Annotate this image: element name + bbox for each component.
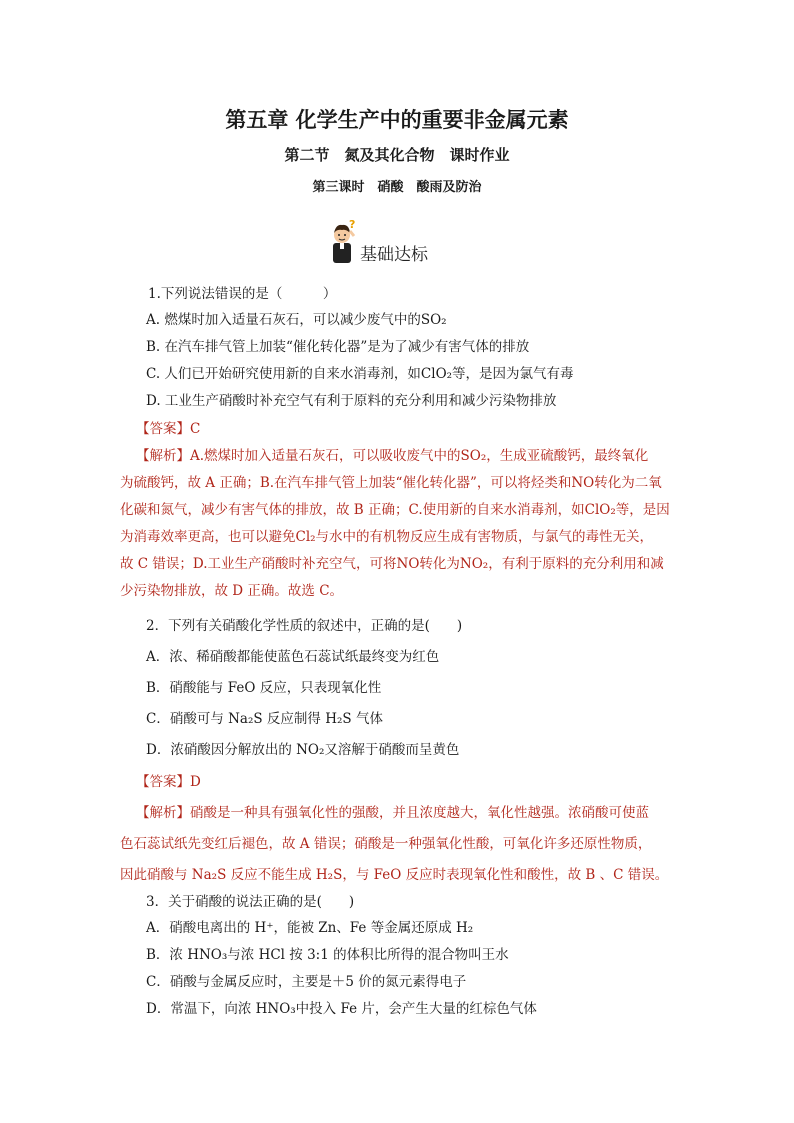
q2-answer bbox=[136, 772, 201, 792]
q2-analysis-line bbox=[136, 803, 649, 823]
analysis-text: A.燃煤时加入适量石灰石，可以吸收废气中的SO₂，生成亚硫酸钙，最终氧化 bbox=[190, 448, 649, 464]
q2-analysis-line: 因此硝酸与 Na₂S 反应不能生成 H₂S，与 FeO 反应时表现氧化性和酸性，故 B 、C 错误。 bbox=[120, 867, 669, 883]
q1-option-a: A. 燃煤时加入适量石灰石，可以减少废气中的SO₂ bbox=[146, 312, 447, 328]
q2-option-d: D．浓硝酸因分解放出的 NO₂又溶解于硝酸而呈黄色 bbox=[146, 742, 460, 758]
basic-banner bbox=[327, 218, 527, 268]
answer-tag: 【答案】 bbox=[136, 421, 190, 437]
thinking-student-icon bbox=[327, 218, 361, 266]
q1-analysis-line: 为消毒效率更高，也可以避免Cl₂与水中的有机物反应生成有害物质，与氯气的毒性无关， bbox=[120, 529, 654, 545]
q2-option-b: B．硝酸能与 FeO 反应，只表现氧化性 bbox=[146, 680, 382, 696]
q2-stem: 2．下列有关硝酸化学性质的叙述中，正确的是( ) bbox=[146, 618, 463, 634]
q3-option-b: B．浓 HNO₃与浓 HCl 按 3:1 的体积比所得的混合物叫王水 bbox=[146, 947, 509, 963]
q1-answer bbox=[136, 419, 200, 439]
svg-text:?: ? bbox=[349, 218, 356, 231]
analysis-tag: 【解析】 bbox=[136, 448, 190, 464]
q1-option-c: C. 人们已开始研究使用新的自来水消毒剂，如ClO₂等，是因为氯气有毒 bbox=[146, 366, 574, 382]
q2-analysis-line: 色石蕊试纸先变红后褪色，故 A 错误；硝酸是一种强氧化性酸，可氧化许多还原性物质， bbox=[120, 836, 652, 852]
lesson-title: 第三课时 硝酸 酸雨及防治 bbox=[312, 180, 482, 195]
q1-analysis-line: 故 C 错误；D.工业生产硝酸时补充空气，可将NO转化为NO₂，有利于原料的充分利用和减 bbox=[120, 556, 664, 572]
page-title: 第五章 化学生产中的重要非金属元素 bbox=[225, 108, 569, 132]
q3-option-d: D．常温下，向浓 HNO₃中投入 Fe 片，会产生大量的红棕色气体 bbox=[146, 1001, 537, 1017]
answer-value: C bbox=[190, 421, 201, 437]
q2-option-a: A．浓、稀硝酸都能使蓝色石蕊试纸最终变为红色 bbox=[146, 649, 440, 665]
banner-label: 基础达标 bbox=[360, 245, 428, 265]
q1-analysis-line: 为硫酸钙，故 A 正确；B.在汽车排气管上加装“催化转化器”，可以将烃类和NO转化为二氧 bbox=[120, 475, 662, 491]
q1-analysis-line: 少污染物排放，故 D 正确。故选 C。 bbox=[120, 583, 344, 599]
q3-stem: 3．关于硝酸的说法正确的是( ) bbox=[146, 894, 355, 910]
answer-value: D bbox=[190, 774, 201, 790]
analysis-tag: 【解析】 bbox=[136, 805, 190, 821]
q1-option-d: D. 工业生产硝酸时补充空气有利于原料的充分利用和减少污染物排放 bbox=[146, 393, 557, 409]
q1-option-b: B. 在汽车排气管上加装“催化转化器”是为了减少有害气体的排放 bbox=[146, 339, 530, 355]
section-subtitle: 第二节 氮及其化合物 课时作业 bbox=[284, 146, 510, 164]
q1-analysis-line: 化碳和氮气，减少有害气体的排放，故 B 正确；C.使用新的自来水消毒剂，如ClO₂等，是因 bbox=[120, 502, 670, 518]
q2-option-c: C．硝酸可与 Na₂S 反应制得 H₂S 气体 bbox=[146, 711, 383, 727]
q3-option-c: C．硝酸与金属反应时，主要是＋5 价的氮元素得电子 bbox=[146, 974, 467, 990]
q3-option-a: A．硝酸电离出的 H⁺，能被 Zn、Fe 等金属还原成 H₂ bbox=[146, 920, 474, 936]
q1-stem: 1.下列说法错误的是（ ） bbox=[148, 286, 337, 302]
analysis-text: 硝酸是一种具有强氧化性的强酸，并且浓度越大，氧化性越强。浓硝酸可使蓝 bbox=[190, 805, 649, 821]
answer-tag: 【答案】 bbox=[136, 774, 190, 790]
q1-analysis-line bbox=[136, 446, 648, 466]
